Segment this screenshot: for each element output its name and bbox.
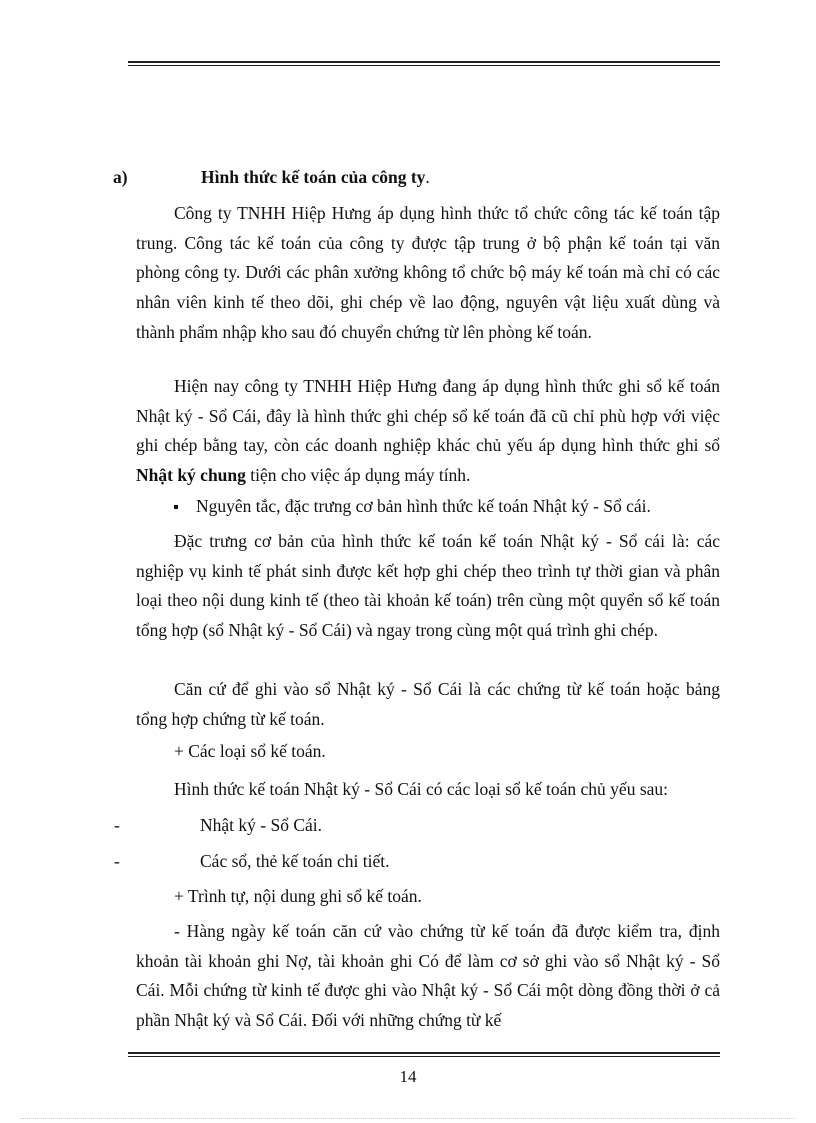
subheading-procedure: + Trình tự, nội dung ghi sổ kế toán. xyxy=(174,886,422,906)
paragraph-3: Đặc trưng cơ bản của hình thức kế toán kế toán Nhật ký - Sổ cái là: các nghiệp vụ kinh tế phát sinh được kết hợp ghi chép theo trình tự thời gian và phân loại theo nội dung kinh tế (theo tài khoản kế toán) trên cùng một quyển sổ kế toán tổng hợp (sổ Nhật ký - Sổ Cái) và ngay trong cùng một quá trình ghi chép. xyxy=(136,531,720,641)
bold-term: Nhật ký chung xyxy=(136,465,246,486)
paragraph-4: Căn cứ để ghi vào sổ Nhật ký - Sổ Cái là các chứng từ kế toán hoặc bảng tổng hợp chứng từ kế toán. xyxy=(136,679,720,729)
paragraph-5: - Hàng ngày kế toán căn cứ vào chứng từ kế toán đã được kiểm tra, định khoản tài khoản ghi Nợ, tài khoản ghi Có để làm cơ sở ghi vào sổ Nhật ký - Sổ Cái. Mỗi chứng từ kinh tế được ghi vào Nhật ký - Sổ Cái một dòng đồng thời ở cả phần Nhật ký và Sổ Cái. Đối với những chứng từ kế xyxy=(136,921,720,1031)
bullet-square-icon xyxy=(174,505,178,509)
footer-rule xyxy=(128,1052,720,1057)
page-boundary xyxy=(20,1118,796,1119)
paragraph-1: Công ty TNHH Hiệp Hưng áp dụng hình thức tổ chức công tác kế toán tập trung. Công tác kế toán của công ty được tập trung ở bộ phận kế toán tại văn phòng công ty. Dưới các phân xưởng không tổ chức bộ máy kế toán mà chỉ có các nhân viên kinh tế theo dõi, ghi chép về lao động, nguyên vật liệu xuất dùng và thành phẩm nhập kho sau đó chuyển chứng từ lên phòng kế toán. xyxy=(136,203,720,342)
ledger-types-intro: Hình thức kế toán Nhật ký - Sổ Cái có các loại sổ kế toán chủ yếu sau: xyxy=(174,779,669,799)
subheading-ledger-types: + Các loại sổ kế toán. xyxy=(174,741,326,761)
paragraph-2: Hiện nay công ty TNHH Hiệp Hưng đang áp dụng hình thức ghi sổ kế toán Nhật ký - Sổ Cái, đây là hình thức ghi chép sổ kế toán đã cũ chỉ phù hợp với việc ghi chép bằng tay, còn các doanh nghiệp khác chủ yếu áp dụng hình thức ghi sổ Nhật ký chung tiện cho việc áp dụng máy tính. xyxy=(136,376,720,486)
section-number: a) xyxy=(113,167,128,187)
header-rule xyxy=(128,61,720,66)
page-number: 14 xyxy=(399,1067,417,1086)
bullet-item: Nguyên tắc, đặc trưng cơ bản hình thức kế toán Nhật ký - Sổ cái. xyxy=(174,496,651,517)
section-title: Hình thức kế toán của công ty xyxy=(201,167,426,187)
list-item: - Các sổ, thẻ kế toán chi tiết. xyxy=(114,851,390,871)
section-heading: a) Hình thức kế toán của công ty. xyxy=(113,167,430,187)
list-item: - Nhật ký - Sổ Cái. xyxy=(114,815,323,835)
